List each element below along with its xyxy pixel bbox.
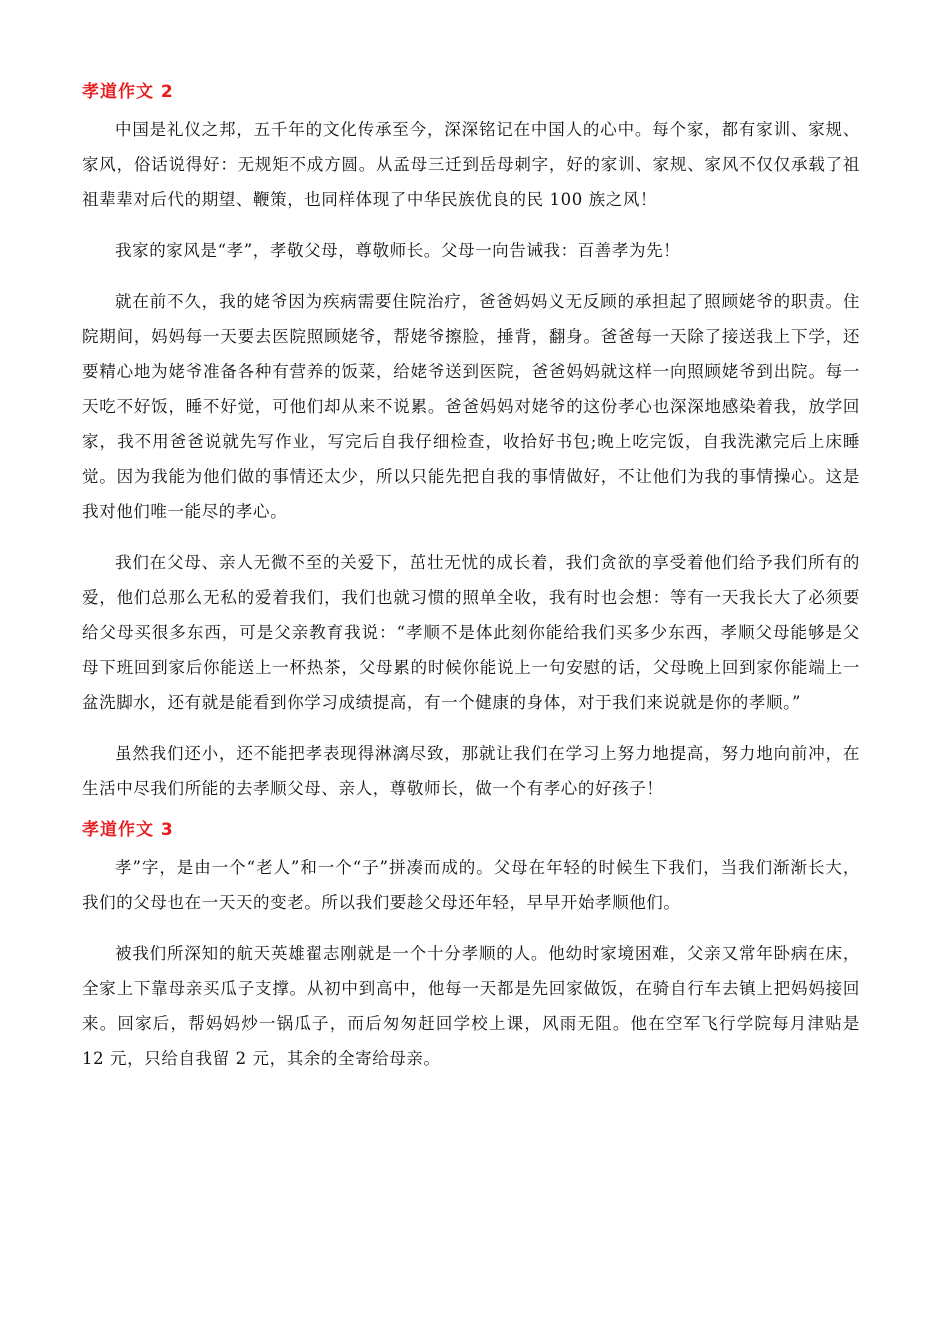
essay-2-title: 孝道作文 2 — [82, 82, 174, 102]
essay-2-paragraph-5: 虽然我们还小，还不能把孝表现得淋漓尽致，那就让我们在学习上努力地提高，努力地向前冲，在生活中尽我们所能的去孝顺父母、亲人，尊敬师长，做一个有孝心的好孩子！ — [82, 744, 860, 798]
essay-2-paragraph-1: 中国是礼仪之邦，五千年的文化传承至今，深深铭记在中国人的心中。每个家，都有家训、家规、家风，俗话说得好：无规矩不成方圆。从孟母三迁到岳母刺字，好的家训、家规、家风不仅仅承载了祖祖辈辈对后代的期望、鞭策，也同样体现了中华民族优良的民 100 族之风！ — [82, 120, 860, 209]
essay-3-title: 孝道作文 3 — [82, 820, 174, 840]
document-body — [82, 78, 860, 1092]
essay-2-paragraph-3: 就在前不久，我的姥爷因为疾病需要住院治疗，爸爸妈妈义无反顾的承担起了照顾姥爷的职责。住院期间，妈妈每一天要去医院照顾姥爷，帮姥爷擦脸，捶背，翻身。爸爸每一天除了接送我上下学，还要精心地为姥爷准备各种有营养的饭菜，给姥爷送到医院，爸爸妈妈就这样一向照顾姥爷到出院。每一天吃不好饭，睡不好觉，可他们却从来不说累。爸爸妈妈对姥爷的这份孝心也深深地感染着我，放学回家，我不用爸爸说就先写作业，写完后自我仔细检查，收拾好书包;晚上吃完饭，自我洗漱完后上床睡觉。因为我能为他们做的事情还太少，所以只能先把自我的事情做好，不让他们为我的事情操心。这是我对他们唯一能尽的孝心。 — [82, 292, 860, 521]
essay-3-paragraph-1: 孝”字，是由一个“老人”和一个“子”拼凑而成的。父母在年轻的时候生下我们，当我们渐渐长大，我们的父母也在一天天的变老。所以我们要趁父母还年轻，早早开始孝顺他们。 — [82, 858, 860, 912]
essay-2-paragraph-4: 我们在父母、亲人无微不至的关爱下，茁壮无忧的成长着，我们贪欲的享受着他们给予我们所有的爱，他们总那么无私的爱着我们，我们也就习惯的照单全收，我有时也会想：等有一天我长大了必须要给父母买很多东西，可是父亲教育我说：“孝顺不是体此刻你能给我们买多少东西，孝顺父母能够是父母下班回到家后你能送上一杯热茶，父母累的时候你能说上一句安慰的话，父母晚上回到家你能端上一盆洗脚水，还有就是能看到你学习成绩提高，有一个健康的身体，对于我们来说就是你的孝顺。” — [82, 553, 860, 712]
essay-2-paragraph-2: 我家的家风是“孝”，孝敬父母，尊敬师长。父母一向告诫我：百善孝为先！ — [115, 241, 681, 260]
essay-3-paragraph-2: 被我们所深知的航天英雄翟志刚就是一个十分孝顺的人。他幼时家境困难，父亲又常年卧病在床，全家上下靠母亲买瓜子支撑。从初中到高中，他每一天都是先回家做饭，在骑自行车去镇上把妈妈接回来。回家后，帮妈妈炒一锅瓜子，而后匆匆赶回学校上课，风雨无阻。他在空军飞行学院每月津贴是 12 元，只给自我留 2 元，其余的全寄给母亲。 — [82, 944, 860, 1068]
